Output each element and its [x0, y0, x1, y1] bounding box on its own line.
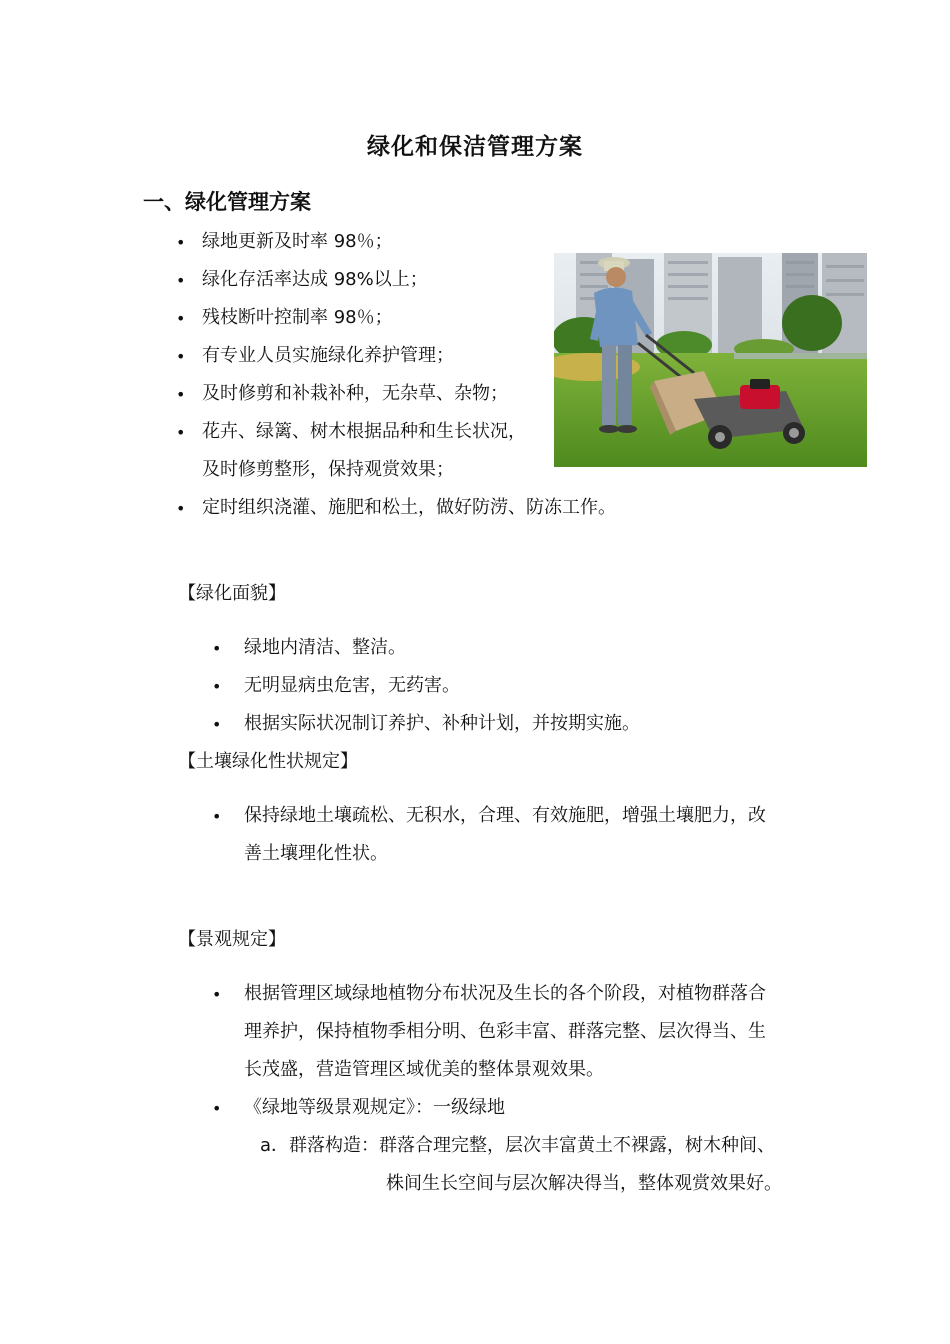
- bullet-dot: •: [176, 499, 186, 518]
- section-heading-appearance: 【绿化面貌】: [178, 583, 286, 604]
- bullet-dot: •: [176, 385, 186, 404]
- bullet-dot: •: [212, 807, 222, 826]
- list-item-continuation: 及时修剪整形，保持观赏效果；: [202, 459, 454, 480]
- bullet-dot: •: [176, 271, 186, 290]
- bullet-dot: •: [176, 423, 186, 442]
- lawn-mower-worker-photo: [554, 253, 867, 467]
- sub-item-a: a．群落构造：群落合理完整，层次丰富黄土不裸露，树木种间、: [260, 1135, 776, 1156]
- list-item: 有专业人员实施绿化养护管理；: [202, 345, 454, 366]
- list-item: 绿化存活率达成 98%以上；: [202, 269, 428, 290]
- bullet-dot: •: [212, 677, 222, 696]
- bullet-dot: •: [176, 233, 186, 252]
- list-item: 及时修剪和补栽补种，无杂草、杂物；: [202, 383, 508, 404]
- bullet-dot: •: [212, 639, 222, 658]
- list-item: 绿地内清洁、整洁。: [244, 637, 406, 658]
- bullet-dot: •: [212, 1099, 222, 1118]
- list-item: 根据实际状况制订养护、补种计划，并按期实施。: [244, 713, 640, 734]
- list-item: 定时组织浇灌、施肥和松土，做好防涝、防冻工作。: [202, 497, 616, 518]
- list-item: 残枝断叶控制率 98％；: [202, 307, 393, 328]
- bullet-dot: •: [176, 347, 186, 366]
- bullet-dot: •: [176, 309, 186, 328]
- section-heading-greening: 一、绿化管理方案: [143, 190, 311, 214]
- list-item: 根据管理区域绿地植物分布状况及生长的各个阶段，对植物群落合: [244, 983, 766, 1004]
- list-item: 无明显病虫危害，无药害。: [244, 675, 460, 696]
- list-item: 花卉、绿篱、树木根据品种和生长状况，: [202, 421, 526, 442]
- list-item: 绿地更新及时率 98％；: [202, 231, 393, 252]
- section-heading-soil: 【土壤绿化性状规定】: [178, 751, 358, 772]
- list-item-continuation: 长茂盛，营造管理区域优美的整体景观效果。: [244, 1059, 604, 1080]
- list-item-continuation: 善土壤理化性状。: [244, 843, 388, 864]
- list-item: 保持绿地土壤疏松、无积水，合理、有效施肥，增强土壤肥力，改: [244, 805, 766, 826]
- bullet-dot: •: [212, 715, 222, 734]
- section-heading-landscape: 【景观规定】: [178, 929, 286, 950]
- list-item-continuation: 理养护，保持植物季相分明、色彩丰富、群落完整、层次得当、生: [244, 1021, 766, 1042]
- sub-item-a-continuation: 株间生长空间与层次解决得当，整体观赏效果好。: [386, 1173, 782, 1194]
- page-title: 绿化和保洁管理方案: [367, 134, 583, 160]
- list-item: 《绿地等级景观规定》：一级绿地: [244, 1097, 505, 1118]
- bullet-dot: •: [212, 985, 222, 1004]
